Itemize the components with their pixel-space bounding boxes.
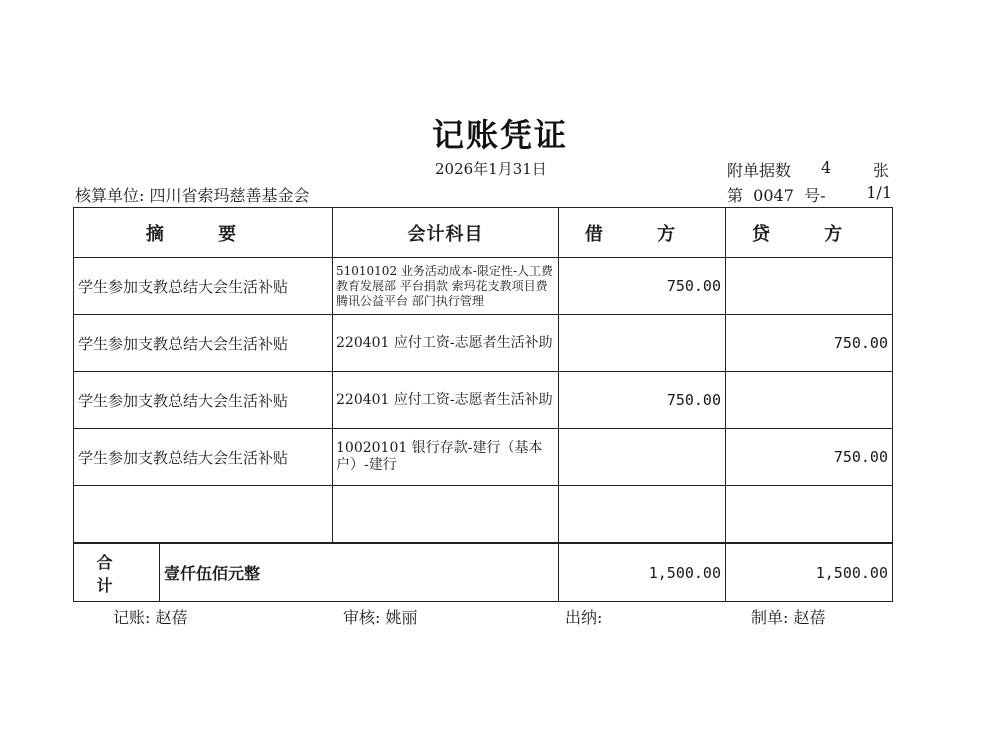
cashier-signoff	[565, 605, 602, 628]
entity-name: 四川省索玛慈善基金会	[149, 186, 310, 205]
table-header-row	[74, 208, 893, 258]
table-row	[74, 258, 893, 315]
table-row	[74, 429, 893, 486]
row-account: 220401 应付工资-志愿者生活补助	[333, 315, 559, 372]
cashier-label: 出纳:	[565, 608, 603, 627]
reviewer-signoff	[343, 605, 418, 628]
total-amount-words: 壹仟伍佰元整	[160, 543, 559, 602]
voucher-title: 记账凭证	[431, 116, 568, 154]
row-summary: 学生参加支教总结大会生活补贴	[74, 429, 333, 486]
voucher-page: 1/1	[866, 183, 892, 202]
attachments-count	[727, 158, 892, 181]
bookkeeper-name: 赵蓓	[155, 608, 188, 627]
row-credit: 750.00	[726, 429, 893, 486]
voucher-number-prefix: 第 0047 号-	[727, 186, 826, 205]
row-credit	[726, 486, 893, 544]
row-debit	[559, 429, 726, 486]
preparer-signoff	[751, 605, 826, 628]
accounting-entity	[75, 183, 310, 206]
preparer-label: 制单:	[751, 608, 789, 627]
row-summary: 学生参加支教总结大会生活补贴	[74, 372, 333, 429]
bookkeeper-signoff	[113, 605, 188, 628]
header-credit: 贷 方	[726, 208, 893, 258]
row-account: 10020101 银行存款-建行（基本户）-建行	[333, 429, 559, 486]
voucher-date: 2026年1月31日	[435, 160, 547, 178]
row-credit: 750.00	[726, 315, 893, 372]
voucher-table	[73, 207, 893, 602]
row-debit: 750.00	[559, 372, 726, 429]
total-debit: 1,500.00	[559, 543, 726, 602]
row-credit	[726, 258, 893, 315]
reviewer-name: 姚丽	[385, 608, 418, 627]
row-debit: 750.00	[559, 258, 726, 315]
attachments-number: 4	[821, 158, 832, 177]
row-debit	[559, 315, 726, 372]
row-account	[333, 486, 559, 544]
row-credit	[726, 372, 893, 429]
row-debit	[559, 486, 726, 544]
attachments-label: 附单据数	[727, 161, 792, 180]
row-summary	[74, 486, 333, 544]
preparer-name: 赵蓓	[793, 608, 826, 627]
row-summary: 学生参加支教总结大会生活补贴	[74, 315, 333, 372]
bookkeeper-label: 记账:	[113, 608, 151, 627]
header-account: 会计科目	[333, 208, 559, 258]
table-row	[74, 315, 893, 372]
row-summary: 学生参加支教总结大会生活补贴	[74, 258, 333, 315]
header-debit: 借 方	[559, 208, 726, 258]
table-row-empty	[74, 486, 893, 544]
reviewer-label: 审核:	[343, 608, 381, 627]
header-summary: 摘 要	[74, 208, 333, 258]
entity-label: 核算单位:	[75, 186, 145, 205]
table-row	[74, 372, 893, 429]
row-account: 51010102 业务活动成本-限定性-人工费 教育发展部 平台捐款 索玛花支教项目费 腾讯公益平台 部门执行管理	[333, 258, 559, 315]
total-label: 合 计	[74, 543, 160, 602]
total-row	[74, 543, 893, 602]
total-credit: 1,500.00	[726, 543, 893, 602]
attachments-unit: 张	[873, 161, 890, 180]
row-account: 220401 应付工资-志愿者生活补助	[333, 372, 559, 429]
